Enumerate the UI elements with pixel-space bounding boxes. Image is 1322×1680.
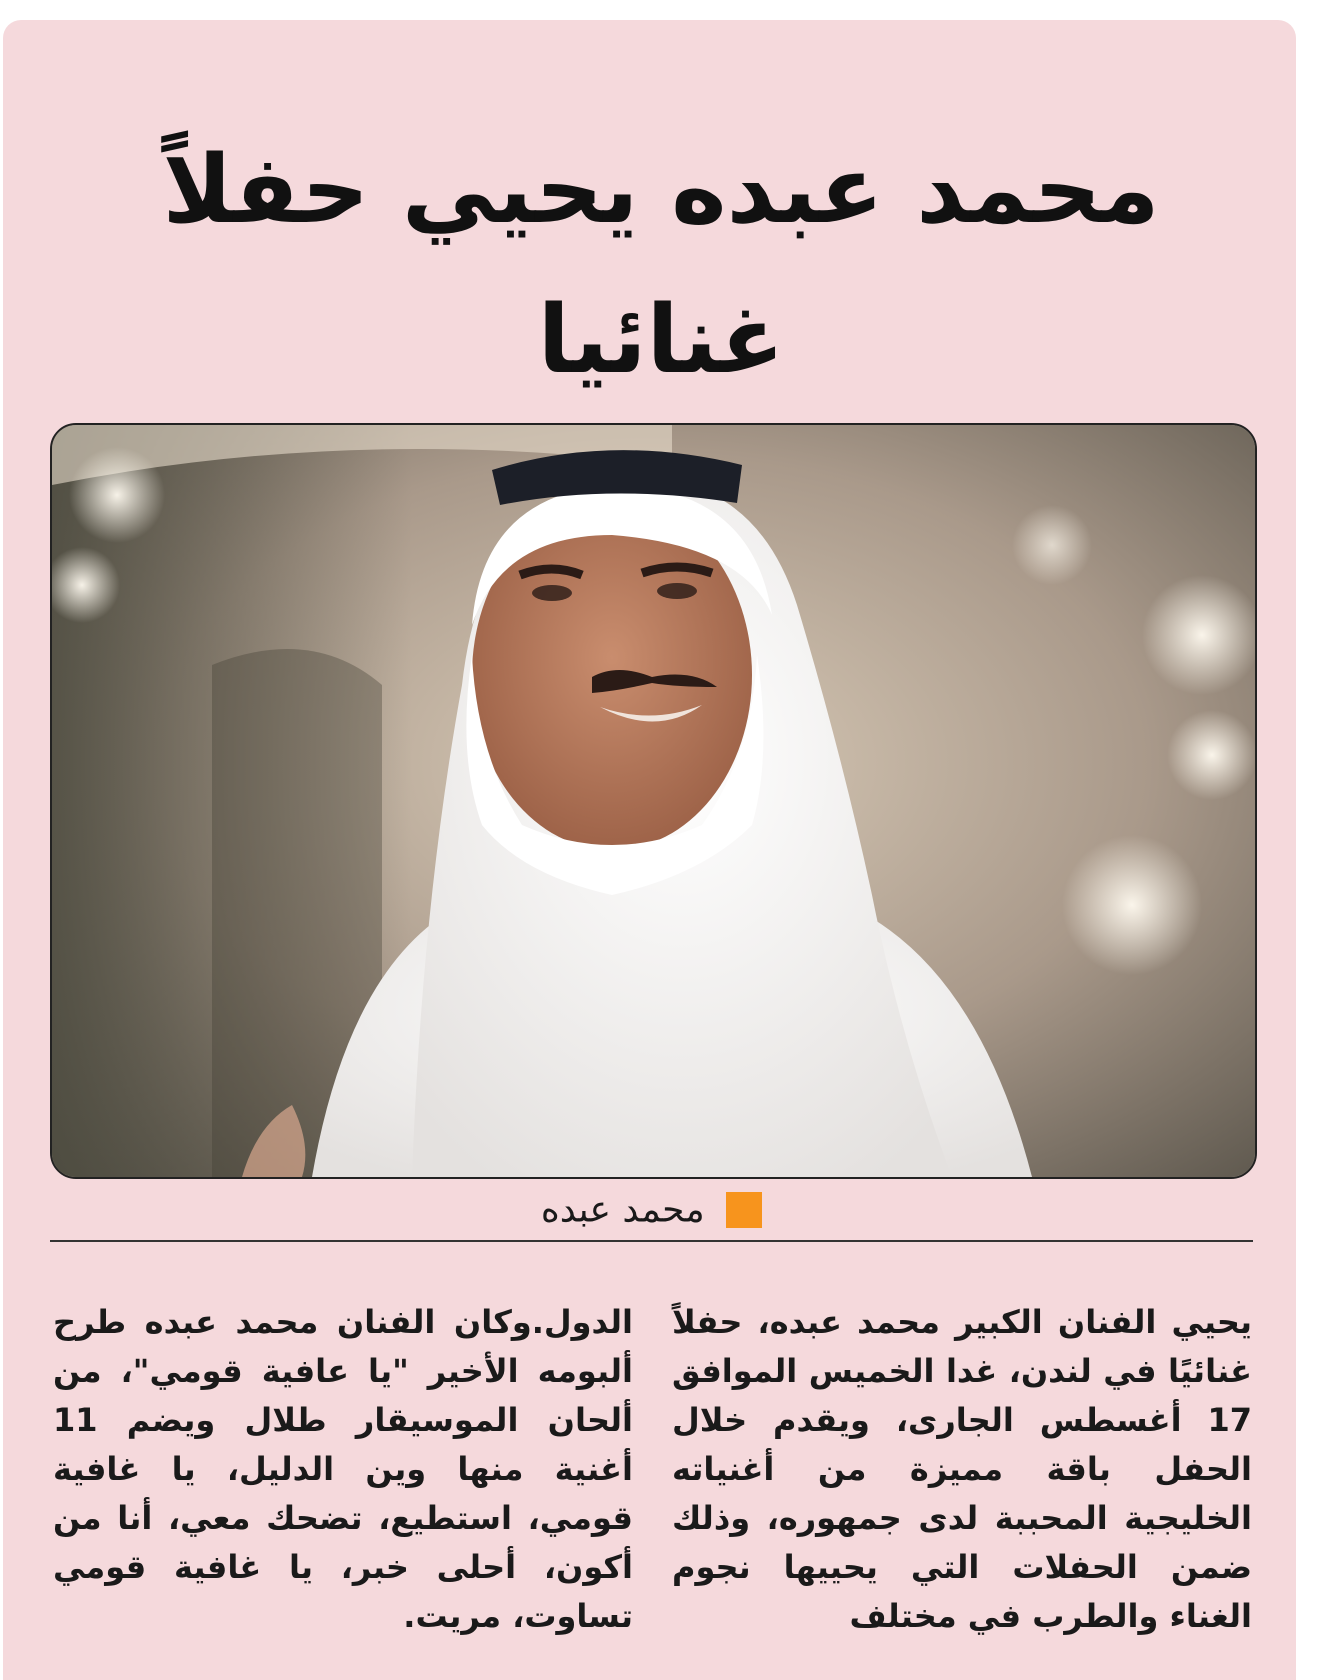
article-photo xyxy=(50,423,1257,1179)
caption-text: محمد عبده xyxy=(540,1189,705,1231)
photo-caption xyxy=(50,1188,1253,1232)
divider xyxy=(50,1240,1253,1242)
article-column-left xyxy=(53,1298,633,1641)
column-left-text: الدول.وكان الفنان محمد عبده طرح ألبومه الأخير "يا عافية قومي"، من ألحان الموسيقار طلال ويضم 11 أغنية منها وين الدليل، يا غافية قومي، استطيع، تضحك معي، أنا من أكون، أحلى خبر، يا غافية قومي تساوت، مريت. xyxy=(53,1303,633,1635)
caption-marker-icon xyxy=(726,1192,762,1228)
headline-line-1: محمد عبده يحيي حفلاً غنائيا xyxy=(162,136,1160,396)
column-right-text: يحيي الفنان الكبير محمد عبده، حفلاً غنائيًا في لندن، غدا الخميس الموافق 17 أغسطس الجارى، ويقدم خلال الحفل باقة مميزة من أغنياته الخليجية المحببة لدى جمهوره، وذلك ضمن الحفلات التي يحييها نجوم الغناء والطرب في مختلف xyxy=(672,1303,1252,1635)
article-column-right xyxy=(672,1298,1252,1641)
